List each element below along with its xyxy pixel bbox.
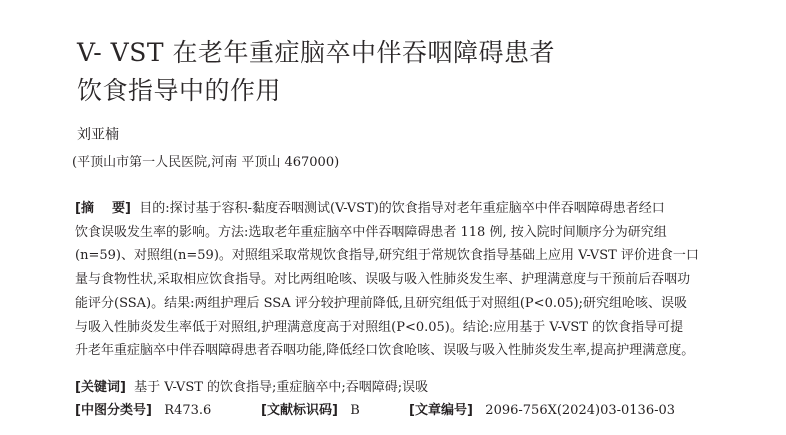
- abstract-line: 饮食误吸发生率的影响。方法:选取老年重症脑卒中伴吞咽障碍患者 118 例, 按入院时间顺序分为研究组: [75, 224, 667, 240]
- abstract-text: 目的:探讨基于容积-黏度吞咽测试(V-VST)的饮食指导对老年重症脑卒中伴吞咽障碍患者经口: [139, 201, 665, 216]
- clc-value: R473.6: [164, 403, 212, 418]
- keywords-label: [关键词]: [75, 380, 126, 395]
- classification-line: [75, 400, 675, 422]
- abstract-line: 量与食物性状,采取相应饮食指导。对比两组呛咳、误吸与吸入性肺炎发生率、护理满意度与干预前后吞咽功: [75, 272, 691, 288]
- title-line-2: 饮食指导中的作用: [77, 76, 282, 105]
- article-title: [77, 34, 555, 110]
- abstract-label: [摘 要]: [75, 201, 131, 216]
- article-number-label: [文章编号]: [409, 403, 473, 418]
- abstract-line: 与吸入性肺炎发生率低于对照组,护理满意度高于对照组(P<0.05)。结论:应用基于 V-VST 的饮食指导可提: [75, 319, 684, 335]
- doc-code-value: B: [350, 403, 360, 418]
- abstract-line: (n=59)、对照组(n=59)。对照组采取常规饮食指导,研究组于常规饮食指导基础上应用 V-VST 评价进食一口: [75, 248, 699, 264]
- doc-code-block: [261, 400, 409, 422]
- title-line-1: V- VST 在老年重症脑卒中伴吞咽障碍患者: [77, 38, 555, 67]
- doc-code-label: [文献标识码]: [261, 403, 338, 418]
- author-name: 刘亚楠: [77, 127, 119, 143]
- abstract-line: [75, 197, 723, 221]
- abstract-line: 能评分(SSA)。结果:两组护理后 SSA 评分较护理前降低,且研究组低于对照组(P<0.05);研究组呛咳、误吸: [75, 295, 687, 311]
- keywords-text: 基于 V-VST 的饮食指导;重症脑卒中;吞咽障碍;误吸: [134, 380, 429, 395]
- article-number-value: 2096-756X(2024)03-0136-03: [485, 403, 676, 418]
- abstract-line: 升老年重症脑卒中伴吞咽障碍患者吞咽功能,降低经口饮食呛咳、误吸与吸入性肺炎发生率,提高护理满意度。: [75, 343, 695, 359]
- clc-label: [中图分类号]: [75, 403, 152, 418]
- keywords: [75, 377, 428, 399]
- author-affiliation: (平顶山市第一人民医院,河南 平顶山 467000): [72, 155, 340, 170]
- article-number-block: [409, 400, 675, 422]
- clc-block: [75, 400, 261, 422]
- abstract: [75, 197, 723, 363]
